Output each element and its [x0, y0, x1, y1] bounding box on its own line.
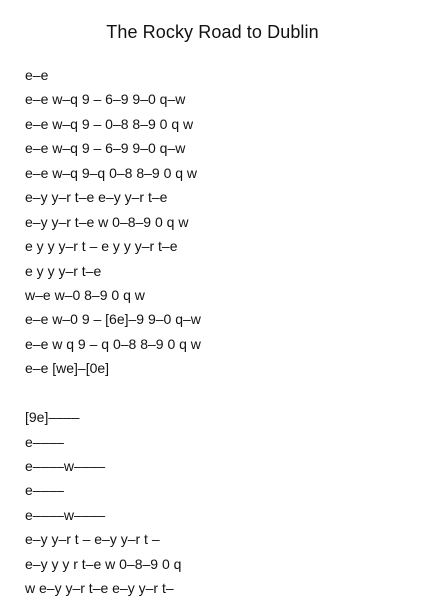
notation-line: w e–y y–r t–e e–y y–r t– — [25, 580, 174, 597]
notation-line: e–––– — [25, 433, 64, 450]
song-title: The Rocky Road to Dublin — [106, 22, 319, 42]
notation-line: e–e [we]–[0e] — [25, 360, 110, 377]
notation-line: e–y y–r t – e–y y–r t – — [25, 531, 160, 548]
notation-line: [9e]–––– — [25, 409, 80, 426]
notation-line: e–e w–0 9 – [6e]–9 9–0 q–w — [25, 311, 201, 328]
notation-line: w–e w–0 8–9 0 q w — [25, 286, 145, 303]
notation-line: e–e w–q 9 – 6–9 9–0 q–w — [25, 91, 186, 108]
notation-line: e–y y–r t–e e–y y–r t–e — [25, 189, 168, 206]
notation-line: e–e w–q 9–q 0–8 8–9 0 q w — [25, 164, 198, 181]
notation-line: e y y y–r t – e y y y–r t–e — [25, 238, 178, 255]
tab-notation — [25, 63, 420, 601]
notation-line: e–y y y r t–e w 0–8–9 0 q — [25, 555, 182, 572]
notation-line: e–e — [25, 67, 49, 83]
notation-line: e y y y–r t–e — [25, 262, 102, 279]
notation-line: e–e w q 9 – q 0–8 8–9 0 q w — [25, 335, 201, 352]
section-gap — [25, 381, 420, 405]
notation-line: e–e w–q 9 – 6–9 9–0 q–w — [25, 140, 186, 157]
notation-line: e–––– — [25, 482, 64, 499]
notation-line: e–e w–q 9 – 0–8 8–9 0 q w — [25, 115, 194, 132]
notation-line: e––––w–––– — [25, 506, 106, 523]
notation-line: e–y y–r t–e w 0–8–9 0 q w — [25, 213, 189, 230]
notation-line: e––––w–––– — [25, 458, 106, 474]
